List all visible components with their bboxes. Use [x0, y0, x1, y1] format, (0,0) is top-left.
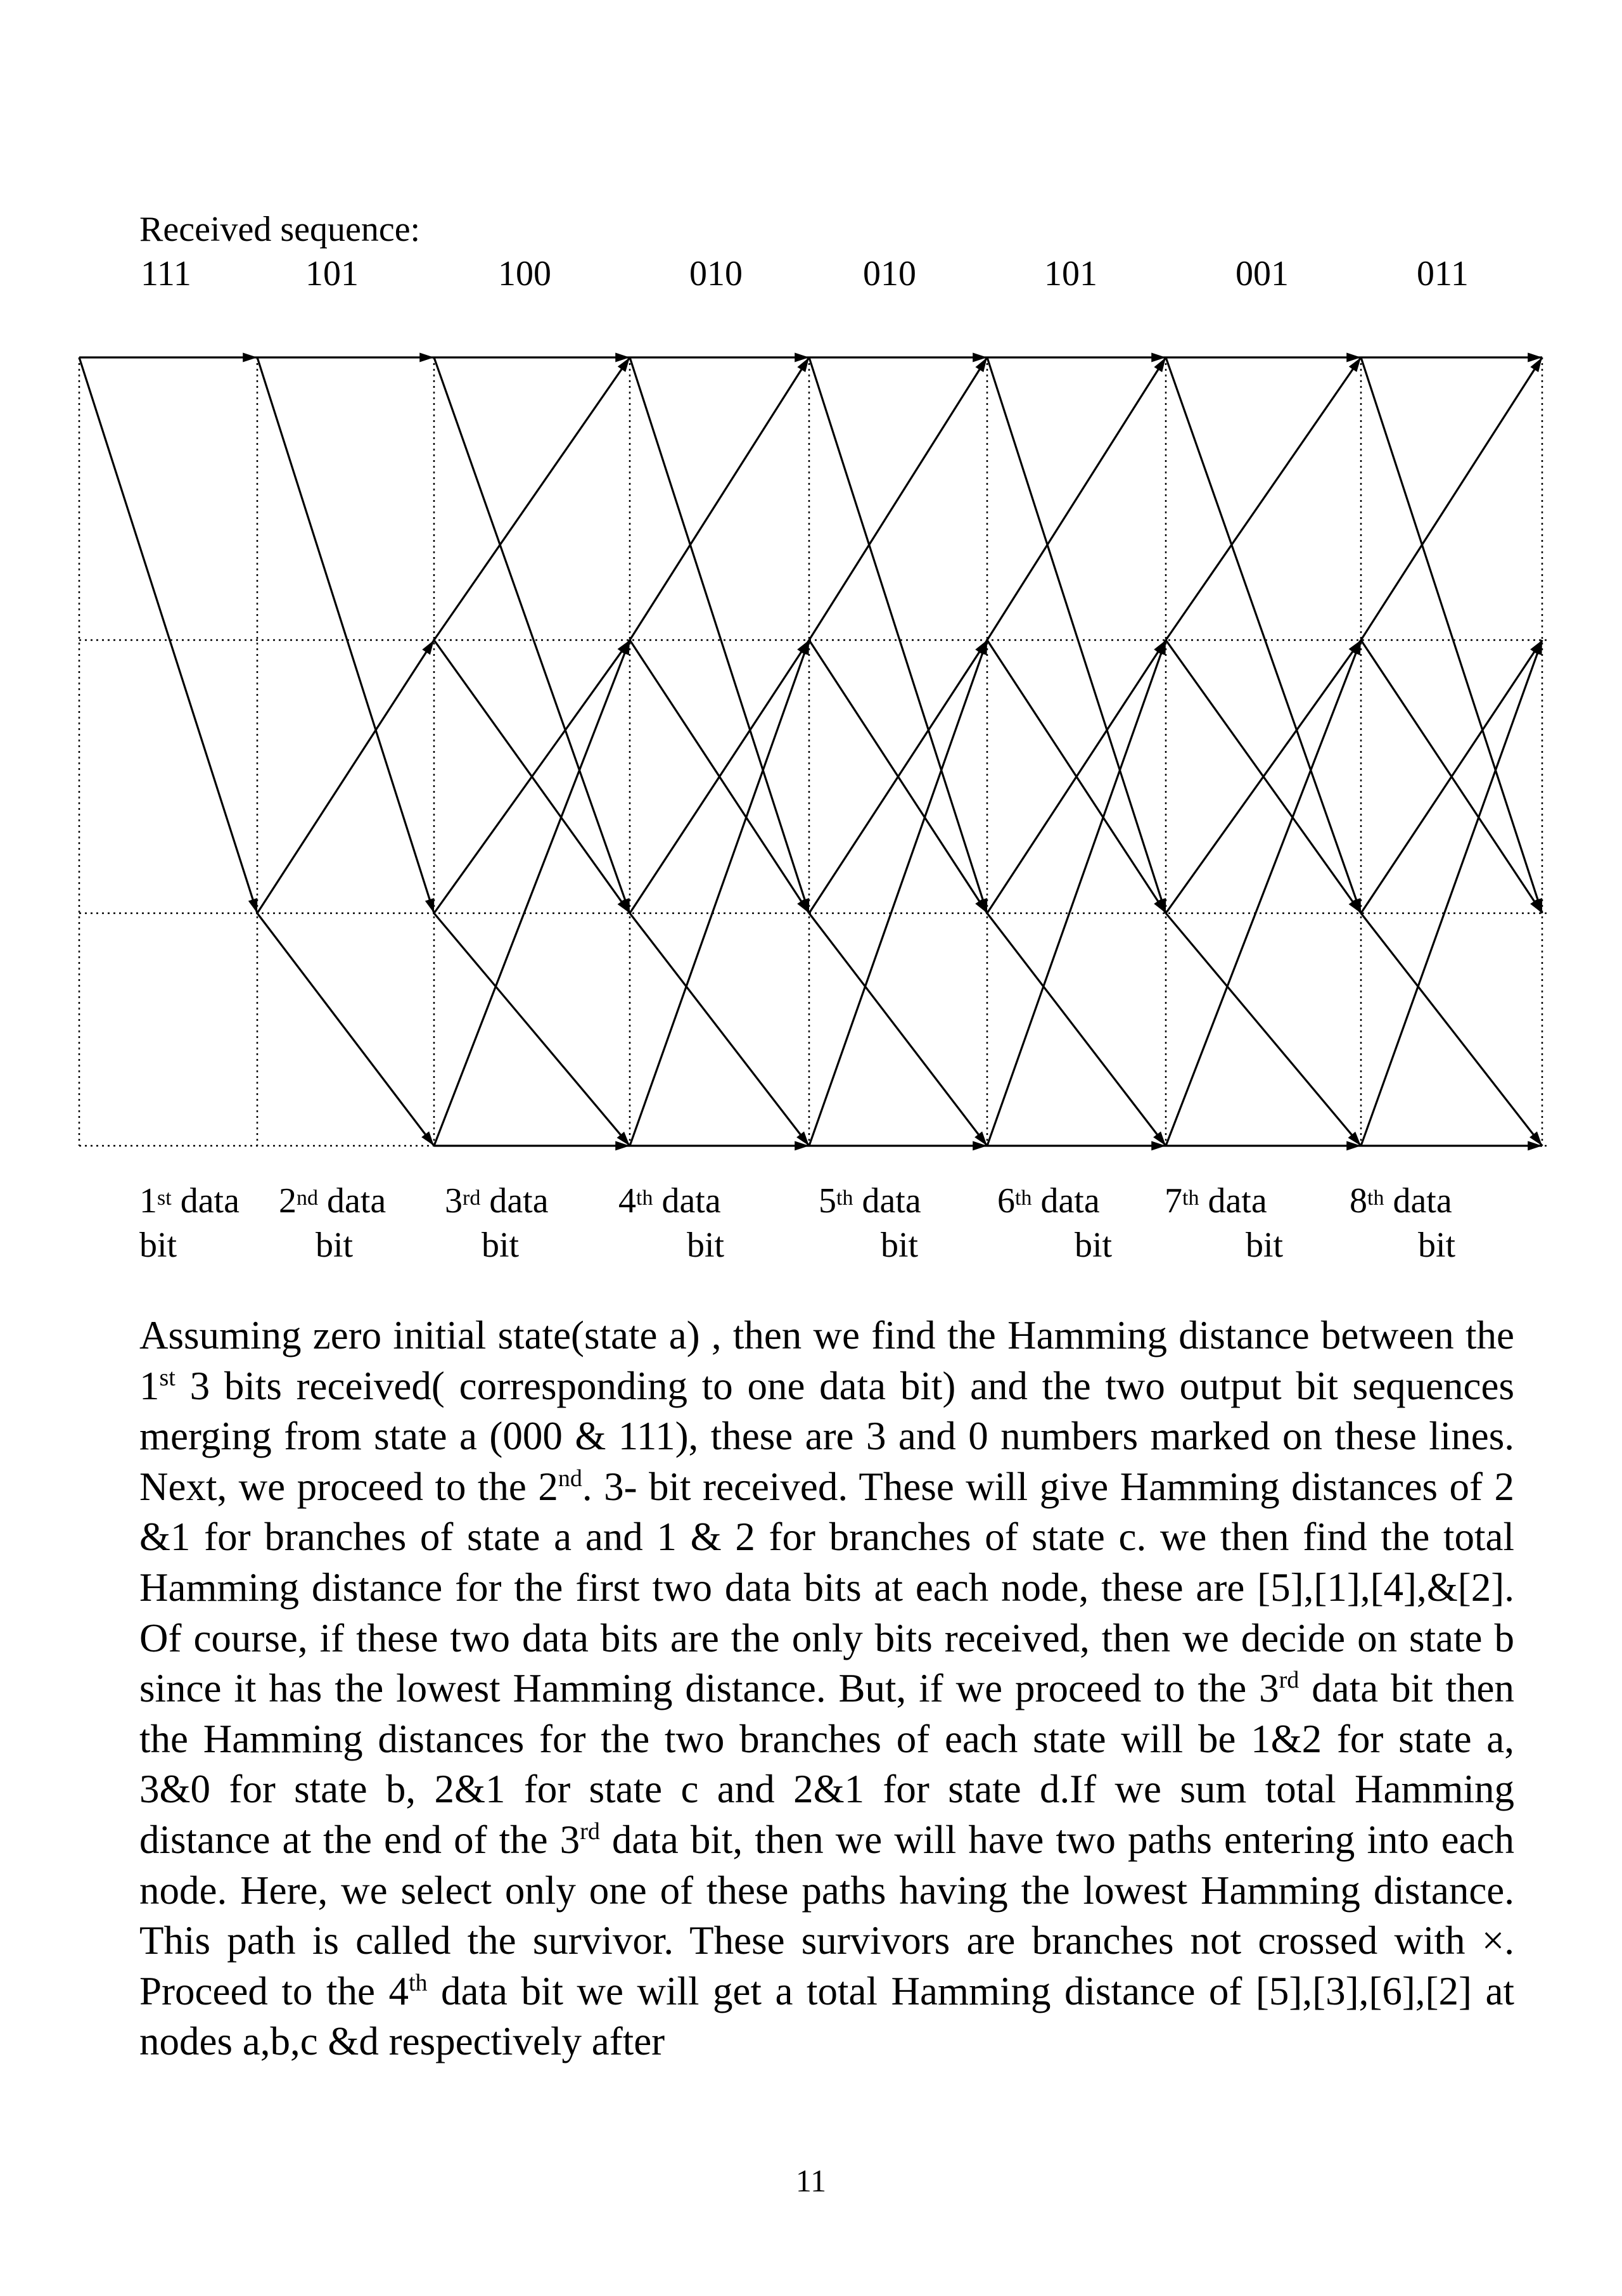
branch-arrowhead: [419, 352, 434, 362]
trellis-branches: [79, 352, 1542, 1150]
trellis-branch: [630, 357, 809, 913]
bit-label: 2nd data bit: [279, 1181, 386, 1265]
received-sequence-title: Received sequence:: [139, 210, 421, 249]
sequence-value: 010: [863, 254, 916, 293]
trellis-branch: [434, 640, 630, 1146]
trellis-branch: [987, 357, 1166, 640]
bit-label: 5th data bit: [819, 1181, 921, 1265]
trellis-branch: [1361, 357, 1542, 640]
trellis-branch: [987, 357, 1166, 913]
bit-label: 1st data bit: [139, 1181, 239, 1265]
sequence-value: 001: [1236, 254, 1289, 293]
trellis-branch: [630, 913, 809, 1146]
trellis-branch: [987, 640, 1166, 1146]
trellis-branch: [1166, 357, 1361, 913]
trellis-branch: [434, 357, 630, 913]
trellis-branch: [809, 640, 987, 1146]
trellis-branch: [257, 357, 434, 913]
trellis-branch: [809, 357, 987, 913]
branch-arrowhead: [425, 898, 434, 913]
bit-label: 3rd data bit: [445, 1181, 549, 1265]
sequence-value: 011: [1417, 254, 1469, 293]
trellis-branch: [630, 357, 809, 640]
trellis-branch: [809, 357, 987, 640]
branch-arrowhead: [243, 352, 257, 362]
branch-arrowhead: [421, 1131, 434, 1146]
trellis-branch: [1166, 913, 1361, 1146]
branch-arrowhead: [422, 640, 434, 655]
trellis-branch: [434, 357, 630, 640]
trellis-branch: [987, 913, 1166, 1146]
sequence-value: 111: [141, 254, 191, 293]
trellis-grid: [79, 357, 1549, 1146]
page-number: 11: [795, 2163, 827, 2198]
bit-label: 7th data bit: [1165, 1181, 1284, 1265]
sequence-value: 010: [689, 254, 743, 293]
trellis-branch: [1361, 357, 1542, 913]
trellis-branch: [809, 913, 987, 1146]
sequence-value: 100: [498, 254, 551, 293]
trellis-branch: [1166, 357, 1361, 640]
bit-label: 8th data bit: [1350, 1181, 1456, 1265]
trellis-branch: [257, 640, 434, 913]
bit-label: 6th data bit: [997, 1181, 1113, 1265]
sequence-value: 101: [1044, 254, 1097, 293]
sequence-value: 101: [305, 254, 359, 293]
trellis-branch: [257, 913, 434, 1146]
trellis-branch: [434, 913, 630, 1146]
trellis-branch: [79, 357, 257, 913]
trellis-branch: [1166, 640, 1361, 1146]
body-paragraph: Assuming zero initial state(state a) , then we find the Hamming distance between the 1st 3 bits received( corresponding to one data bit) and the two output bit sequences merging from state a (000 & 111), these are 3 and 0 numbers marked on these lines. Next, we proceed to the 2nd. 3- bit received. These will give Hamming distances of 2 &1 for branches of state a and 1 & 2 for branches of state c. we then find the total Hamming distance for the first two data bits at each node, these are [5],[1],[4],&[2]. Of course, if these two data bits are the only bits received, then we decide on state b since it has the lowest Hamming distance. But, if we proceed to the 3rd data bit then the Hamming distances for the two branches of each state will be 1&2 for state a, 3&0 for state b, 2&1 for state c and 2&1 for state d.If we sum total Hamming distance at the end of the 3rd data bit, then we will have two paths entering into each node. Here, we select only one of these paths having the lowest Hamming distance. This path is called the survivor. These survivors are branches not crossed with ×. Proceed to the 4th data bit we will get a total Hamming distance of [5],[3],[6],[2] at nodes a,b,c &d respectively after: [139, 1313, 1515, 2064]
branch-arrowhead: [248, 898, 257, 913]
trellis-branch: [630, 640, 809, 1146]
trellis-branch: [1361, 640, 1542, 1146]
bit-label: 4th data bit: [618, 1181, 725, 1265]
trellis-branch: [1361, 913, 1542, 1146]
